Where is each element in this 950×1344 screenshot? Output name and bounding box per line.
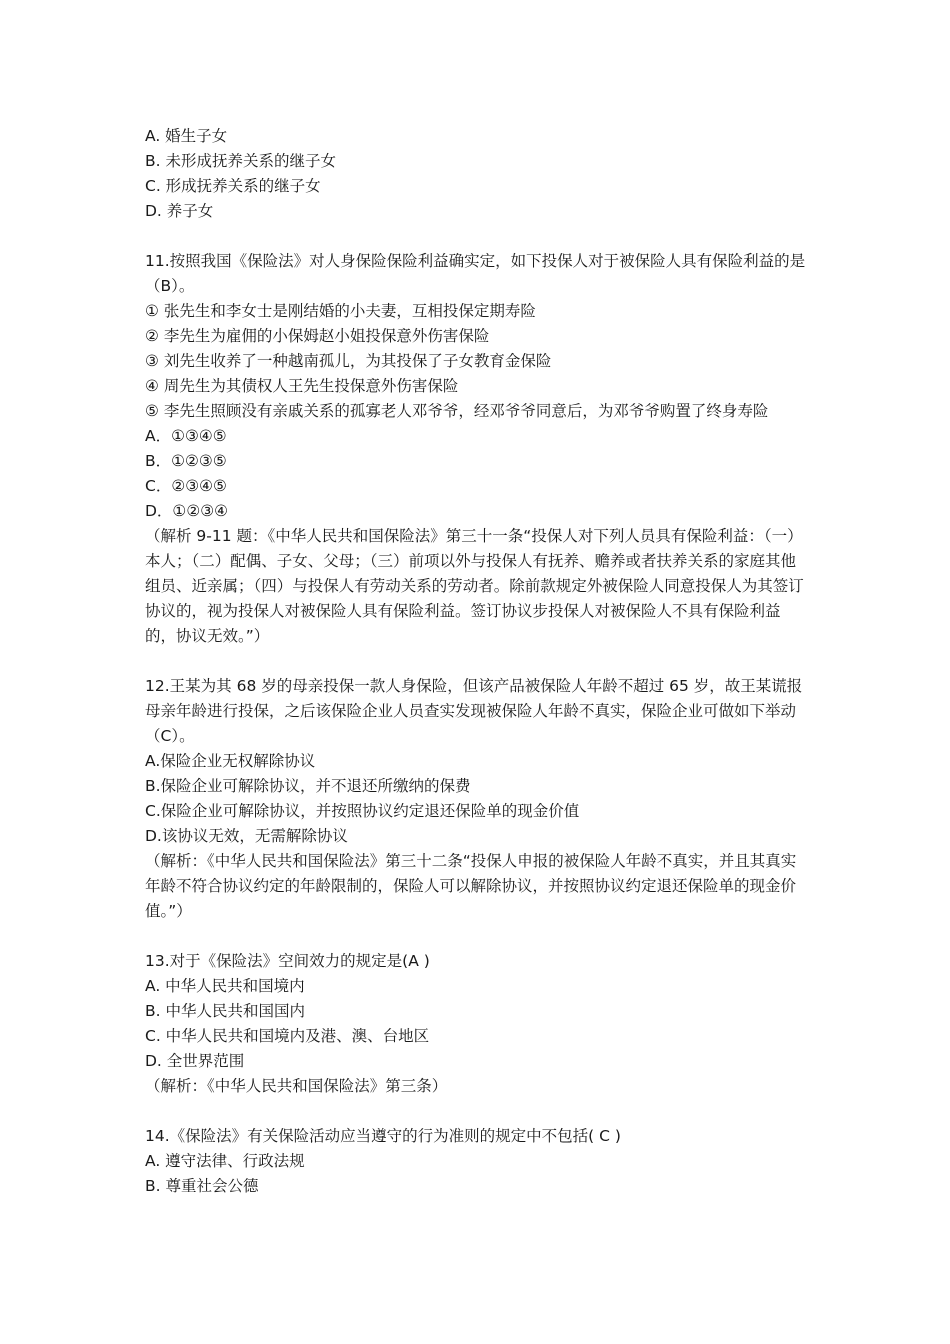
question-stem: 12.王某为其 68 岁的母亲投保一款人身保险，但该产品被保险人年龄不超过 65 岁，故王某谎报母亲年龄进行投保，之后该保险企业人员查实发现被保险人年龄不真实，保险企业可做如下举动（C）。 — [145, 677, 803, 745]
option-d: D.该协议无效，无需解除协议 — [145, 827, 348, 845]
statement-item: ④ 周先生为其债权人王先生投保意外伤害保险 — [145, 377, 459, 395]
question-13 — [145, 949, 810, 1099]
option-d: D. 全世界范围 — [145, 1052, 245, 1070]
option-c: C．②③④⑤ — [145, 477, 227, 495]
analysis-text: （解析 9-11 题：《中华人民共和国保险法》第三十一条“投保人对下列人员具有保险利益：（一）本人；（二）配偶、子女、父母；（三）前项以外与投保人有抚养、赡养或者扶养关系的家庭其他组员、近亲属；（四）与投保人有劳动关系的劳动者。除前款规定外被保险人同意投保人为其签订协议的，视为投保人对被保险人具有保险利益。签订协议步投保人对被保险人不具有保险利益的，协议无效。”） — [145, 527, 804, 645]
question-14 — [145, 1124, 810, 1199]
option-c: C.保险企业可解除协议，并按照协议约定退还保险单的现金价值 — [145, 802, 580, 820]
spacer — [145, 649, 810, 674]
option-a: A.保险企业无权解除协议 — [145, 752, 316, 770]
analysis-text: （解析：《中华人民共和国保险法》第三条） — [145, 1077, 448, 1095]
question-stem: 11.按照我国《保险法》对人身保险保险利益确实定，如下投保人对于被保险人具有保险利益的是（B）。 — [145, 252, 806, 295]
question-10-options — [145, 124, 810, 224]
option-b: B．①②③⑤ — [145, 452, 227, 470]
statement-item: ② 李先生为雇佣的小保姆赵小姐投保意外伤害保险 — [145, 327, 490, 345]
question-stem: 13.对于《保险法》空间效力的规定是(A ) — [145, 952, 430, 970]
option-b: B. 未形成抚养关系的继子女 — [145, 152, 336, 170]
statement-item: ③ 刘先生收养了一种越南孤儿，为其投保了子女教育金保险 — [145, 352, 552, 370]
spacer — [145, 1099, 810, 1124]
option-a: A．①③④⑤ — [145, 427, 227, 445]
option-b: B. 尊重社会公德 — [145, 1177, 259, 1195]
option-c: C. 形成抚养关系的继子女 — [145, 177, 321, 195]
analysis-text: （解析：《中华人民共和国保险法》第三十二条“投保人申报的被保险人年龄不真实，并且其真实年龄不符合协议约定的年龄限制的，保险人可以解除协议，并按照协议约定退还保险单的现金价值。”） — [145, 852, 797, 920]
spacer — [145, 924, 810, 949]
option-a: A. 婚生子女 — [145, 127, 228, 145]
spacer — [145, 224, 810, 249]
option-d: D. 养子女 — [145, 202, 214, 220]
option-a: A. 中华人民共和国境内 — [145, 977, 305, 995]
document-page — [145, 124, 810, 1199]
question-12 — [145, 674, 810, 924]
option-c: C. 中华人民共和国境内及港、澳、台地区 — [145, 1027, 430, 1045]
question-stem: 14.《保险法》有关保险活动应当遵守的行为准则的规定中不包括( C ) — [145, 1127, 621, 1145]
option-d: D．①②③④ — [145, 502, 229, 520]
option-a: A. 遵守法律、行政法规 — [145, 1152, 305, 1170]
statement-item: ① 张先生和李女士是刚结婚的小夫妻，互相投保定期寿险 — [145, 302, 536, 320]
statement-item: ⑤ 李先生照顾没有亲戚关系的孤寡老人邓爷爷，经邓爷爷同意后，为邓爷爷购置了终身寿险 — [145, 402, 769, 420]
question-11 — [145, 249, 810, 649]
option-b: B.保险企业可解除协议，并不退还所缴纳的保费 — [145, 777, 471, 795]
option-b: B. 中华人民共和国国内 — [145, 1002, 305, 1020]
